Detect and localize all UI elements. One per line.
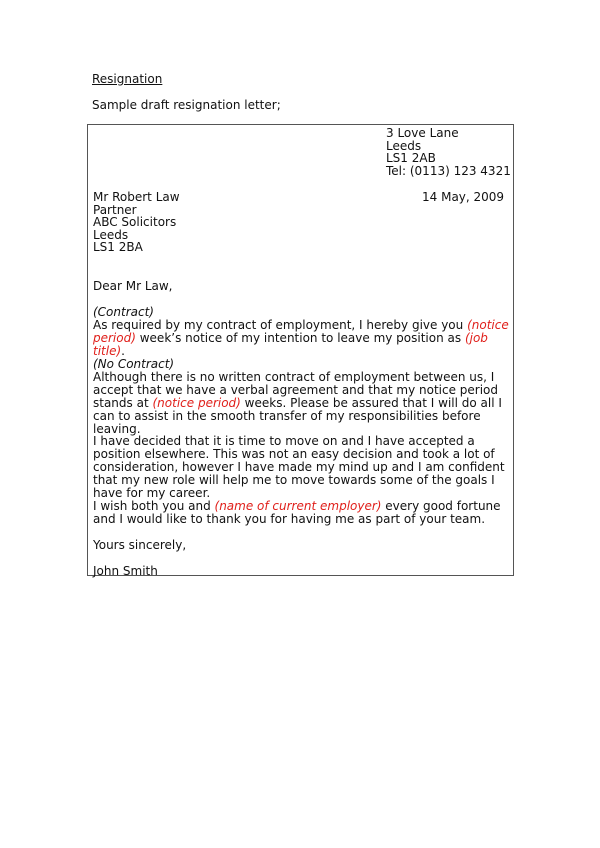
no-contract-paragraph: [93, 358, 513, 436]
sender-phone: Tel: (0113) 123 4321: [386, 163, 511, 178]
sender-address-line: LS1 2AB: [386, 151, 436, 165]
recipient-line: Partner: [93, 202, 137, 217]
contract-label: (Contract): [93, 305, 154, 319]
thanks-text: I wish both you and: [93, 499, 215, 513]
contract-text: As required by my contract of employment, I hereby give you: [93, 318, 468, 332]
signature-name: John Smith: [93, 564, 158, 578]
recipient-line: ABC Solicitors: [93, 215, 177, 229]
contract-text: week’s notice of my intention to leave my position as: [135, 331, 465, 345]
recipient-line: Mr Robert Law: [93, 190, 180, 204]
sender-address-line: 3 Love Lane: [386, 126, 459, 140]
no-contract-label: (No Contract): [93, 357, 175, 371]
contract-paragraph: [93, 306, 513, 358]
thanks-paragraph: [93, 500, 513, 526]
recipient-line: LS1 2BA: [93, 240, 143, 254]
document-heading: Resignation: [92, 72, 163, 86]
letter-date: 14 May, 2009: [422, 190, 505, 204]
closing: Yours sincerely,: [93, 538, 187, 552]
decision-paragraph: I have decided that it is time to move on and I have accepted a position elsewhere. This was not an easy decision and took a lot of consideration, however I have made my mind up and I am confident that my new role will help me to move towards some of the goals I have for my career.: [93, 434, 505, 500]
salutation: Dear Mr Law,: [93, 279, 173, 293]
contract-text: .: [121, 344, 125, 358]
sender-address-line: Leeds: [386, 138, 422, 153]
recipient-line: Leeds: [93, 227, 129, 242]
letter-frame: [87, 124, 514, 576]
recipient-address: [93, 191, 180, 254]
employer-name-placeholder: (name of current employer): [214, 499, 382, 513]
notice-period-placeholder: (notice period): [152, 396, 241, 410]
notice-period-placeholder: (notice period): [93, 318, 509, 345]
thanks-text: every good fortune and I would like to thank you for having me as part of your team.: [93, 499, 501, 526]
no-contract-text: Although there is no written contract of employment between us, I accept that we have a verbal agreement and that my notice period stands at: [93, 370, 499, 410]
job-title-placeholder: (job title): [93, 331, 488, 358]
no-contract-text: weeks. Please be assured that I will do all I can to assist in the smooth transfer of my responsibilities before leaving.: [93, 396, 502, 436]
document-subheading: Sample draft resignation letter;: [92, 98, 281, 112]
sender-address: [386, 127, 511, 177]
